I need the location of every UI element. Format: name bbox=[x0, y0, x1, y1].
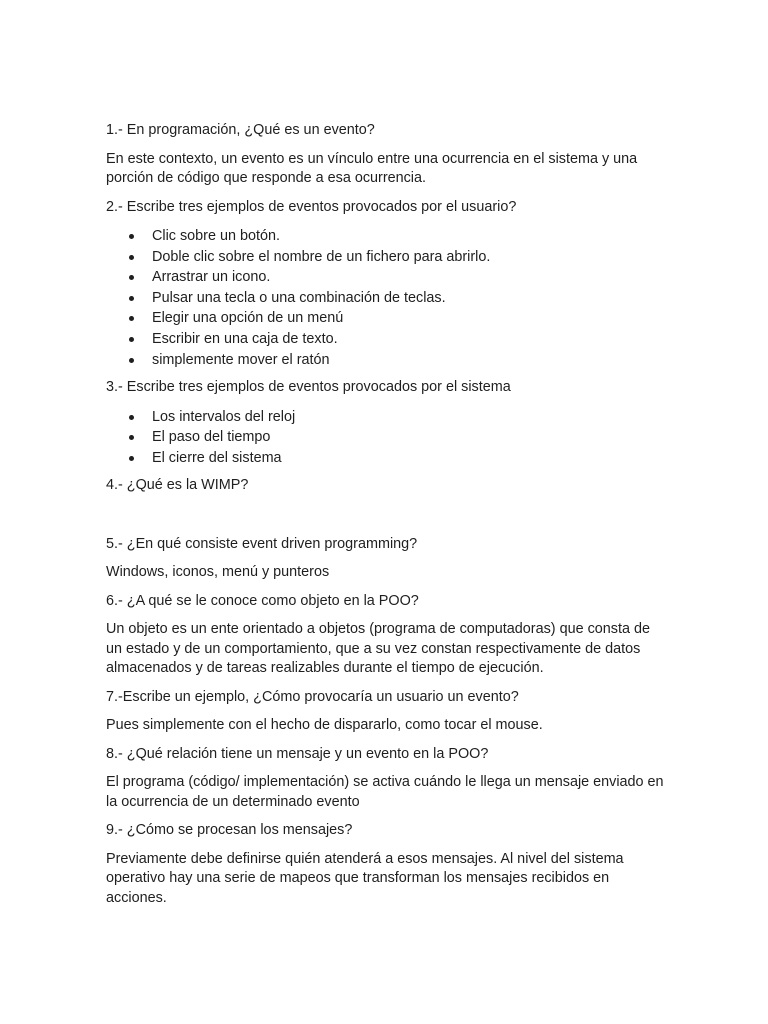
list-item-text: Arrastrar un icono. bbox=[152, 269, 271, 286]
list-item bbox=[106, 288, 666, 309]
bullet-icon bbox=[129, 337, 134, 342]
list-item bbox=[106, 247, 666, 268]
list-item-text: El paso del tiempo bbox=[152, 429, 271, 446]
bullet-icon bbox=[129, 456, 134, 461]
bullet-icon bbox=[129, 435, 134, 440]
question-7: 7.-Escribe un ejemplo, ¿Cómo provocaría un usuario un evento? bbox=[106, 688, 519, 705]
bullet-icon bbox=[129, 234, 134, 239]
answer-7: Pues simplemente con el hecho de dispararlo, como tocar el mouse. bbox=[106, 717, 543, 734]
system-events-list bbox=[106, 407, 666, 469]
answer-9: Previamente debe definirse quién atenderá a esos mensajes. Al nivel del sistema operativo hay una serie de mapeos que transforman los mensajes recibidos en acciones. bbox=[106, 850, 624, 906]
list-item bbox=[106, 226, 666, 247]
bullet-icon bbox=[129, 316, 134, 321]
list-item bbox=[106, 427, 666, 448]
bullet-icon bbox=[129, 415, 134, 420]
bullet-icon bbox=[129, 275, 134, 280]
answer-6: Un objeto es un ente orientado a objetos (programa de computadoras) que consta de un estado y de un comportamiento, que a su vez constan respectivamente de datos almacenados y de tareas realizables durante el tiempo de ejecución. bbox=[106, 621, 650, 677]
question-3: 3.- Escribe tres ejemplos de eventos provocados por el sistema bbox=[106, 379, 511, 396]
list-item-text: Elegir una opción de un menú bbox=[152, 310, 344, 327]
bullet-icon bbox=[129, 358, 134, 363]
bullet-icon bbox=[129, 296, 134, 301]
list-item-text: El cierre del sistema bbox=[152, 449, 282, 466]
question-9: 9.- ¿Cómo se procesan los mensajes? bbox=[106, 822, 353, 839]
user-events-list bbox=[106, 226, 666, 370]
document-body bbox=[106, 121, 666, 917]
list-item bbox=[106, 350, 666, 371]
list-item-text: Escribir en una caja de texto. bbox=[152, 330, 338, 347]
question-4: 4.- ¿Qué es la WIMP? bbox=[106, 477, 249, 494]
list-item-text: Doble clic sobre el nombre de un fichero para abrirlo. bbox=[152, 248, 491, 265]
list-item-text: Clic sobre un botón. bbox=[152, 228, 280, 244]
question-8: 8.- ¿Qué relación tiene un mensaje y un evento en la POO? bbox=[106, 745, 489, 762]
question-2: 2.- Escribe tres ejemplos de eventos provocados por el usuario? bbox=[106, 198, 517, 215]
answer-1: En este contexto, un evento es un vínculo entre una ocurrencia en el sistema y una porción de código que responde a esa ocurrencia. bbox=[106, 150, 638, 186]
list-item bbox=[106, 407, 666, 428]
blank-answer-space bbox=[106, 505, 666, 535]
list-item-text: simplemente mover el ratón bbox=[152, 351, 330, 368]
question-6: 6.- ¿A qué se le conoce como objeto en la POO? bbox=[106, 592, 419, 609]
question-1: 1.- En programación, ¿Qué es un evento? bbox=[106, 122, 375, 138]
answer-5: Windows, iconos, menú y punteros bbox=[106, 564, 330, 581]
list-item-text: Los intervalos del reloj bbox=[152, 408, 296, 425]
question-5: 5.- ¿En qué consiste event driven programming? bbox=[106, 535, 418, 552]
list-item bbox=[106, 267, 666, 288]
list-item-text: Pulsar una tecla o una combinación de teclas. bbox=[152, 289, 446, 306]
list-item bbox=[106, 308, 666, 329]
answer-8: El programa (código/ implementación) se activa cuándo le llega un mensaje enviado en la ocurrencia de un determinado evento bbox=[106, 774, 664, 810]
list-item bbox=[106, 329, 666, 350]
list-item bbox=[106, 448, 666, 469]
bullet-icon bbox=[129, 255, 134, 260]
